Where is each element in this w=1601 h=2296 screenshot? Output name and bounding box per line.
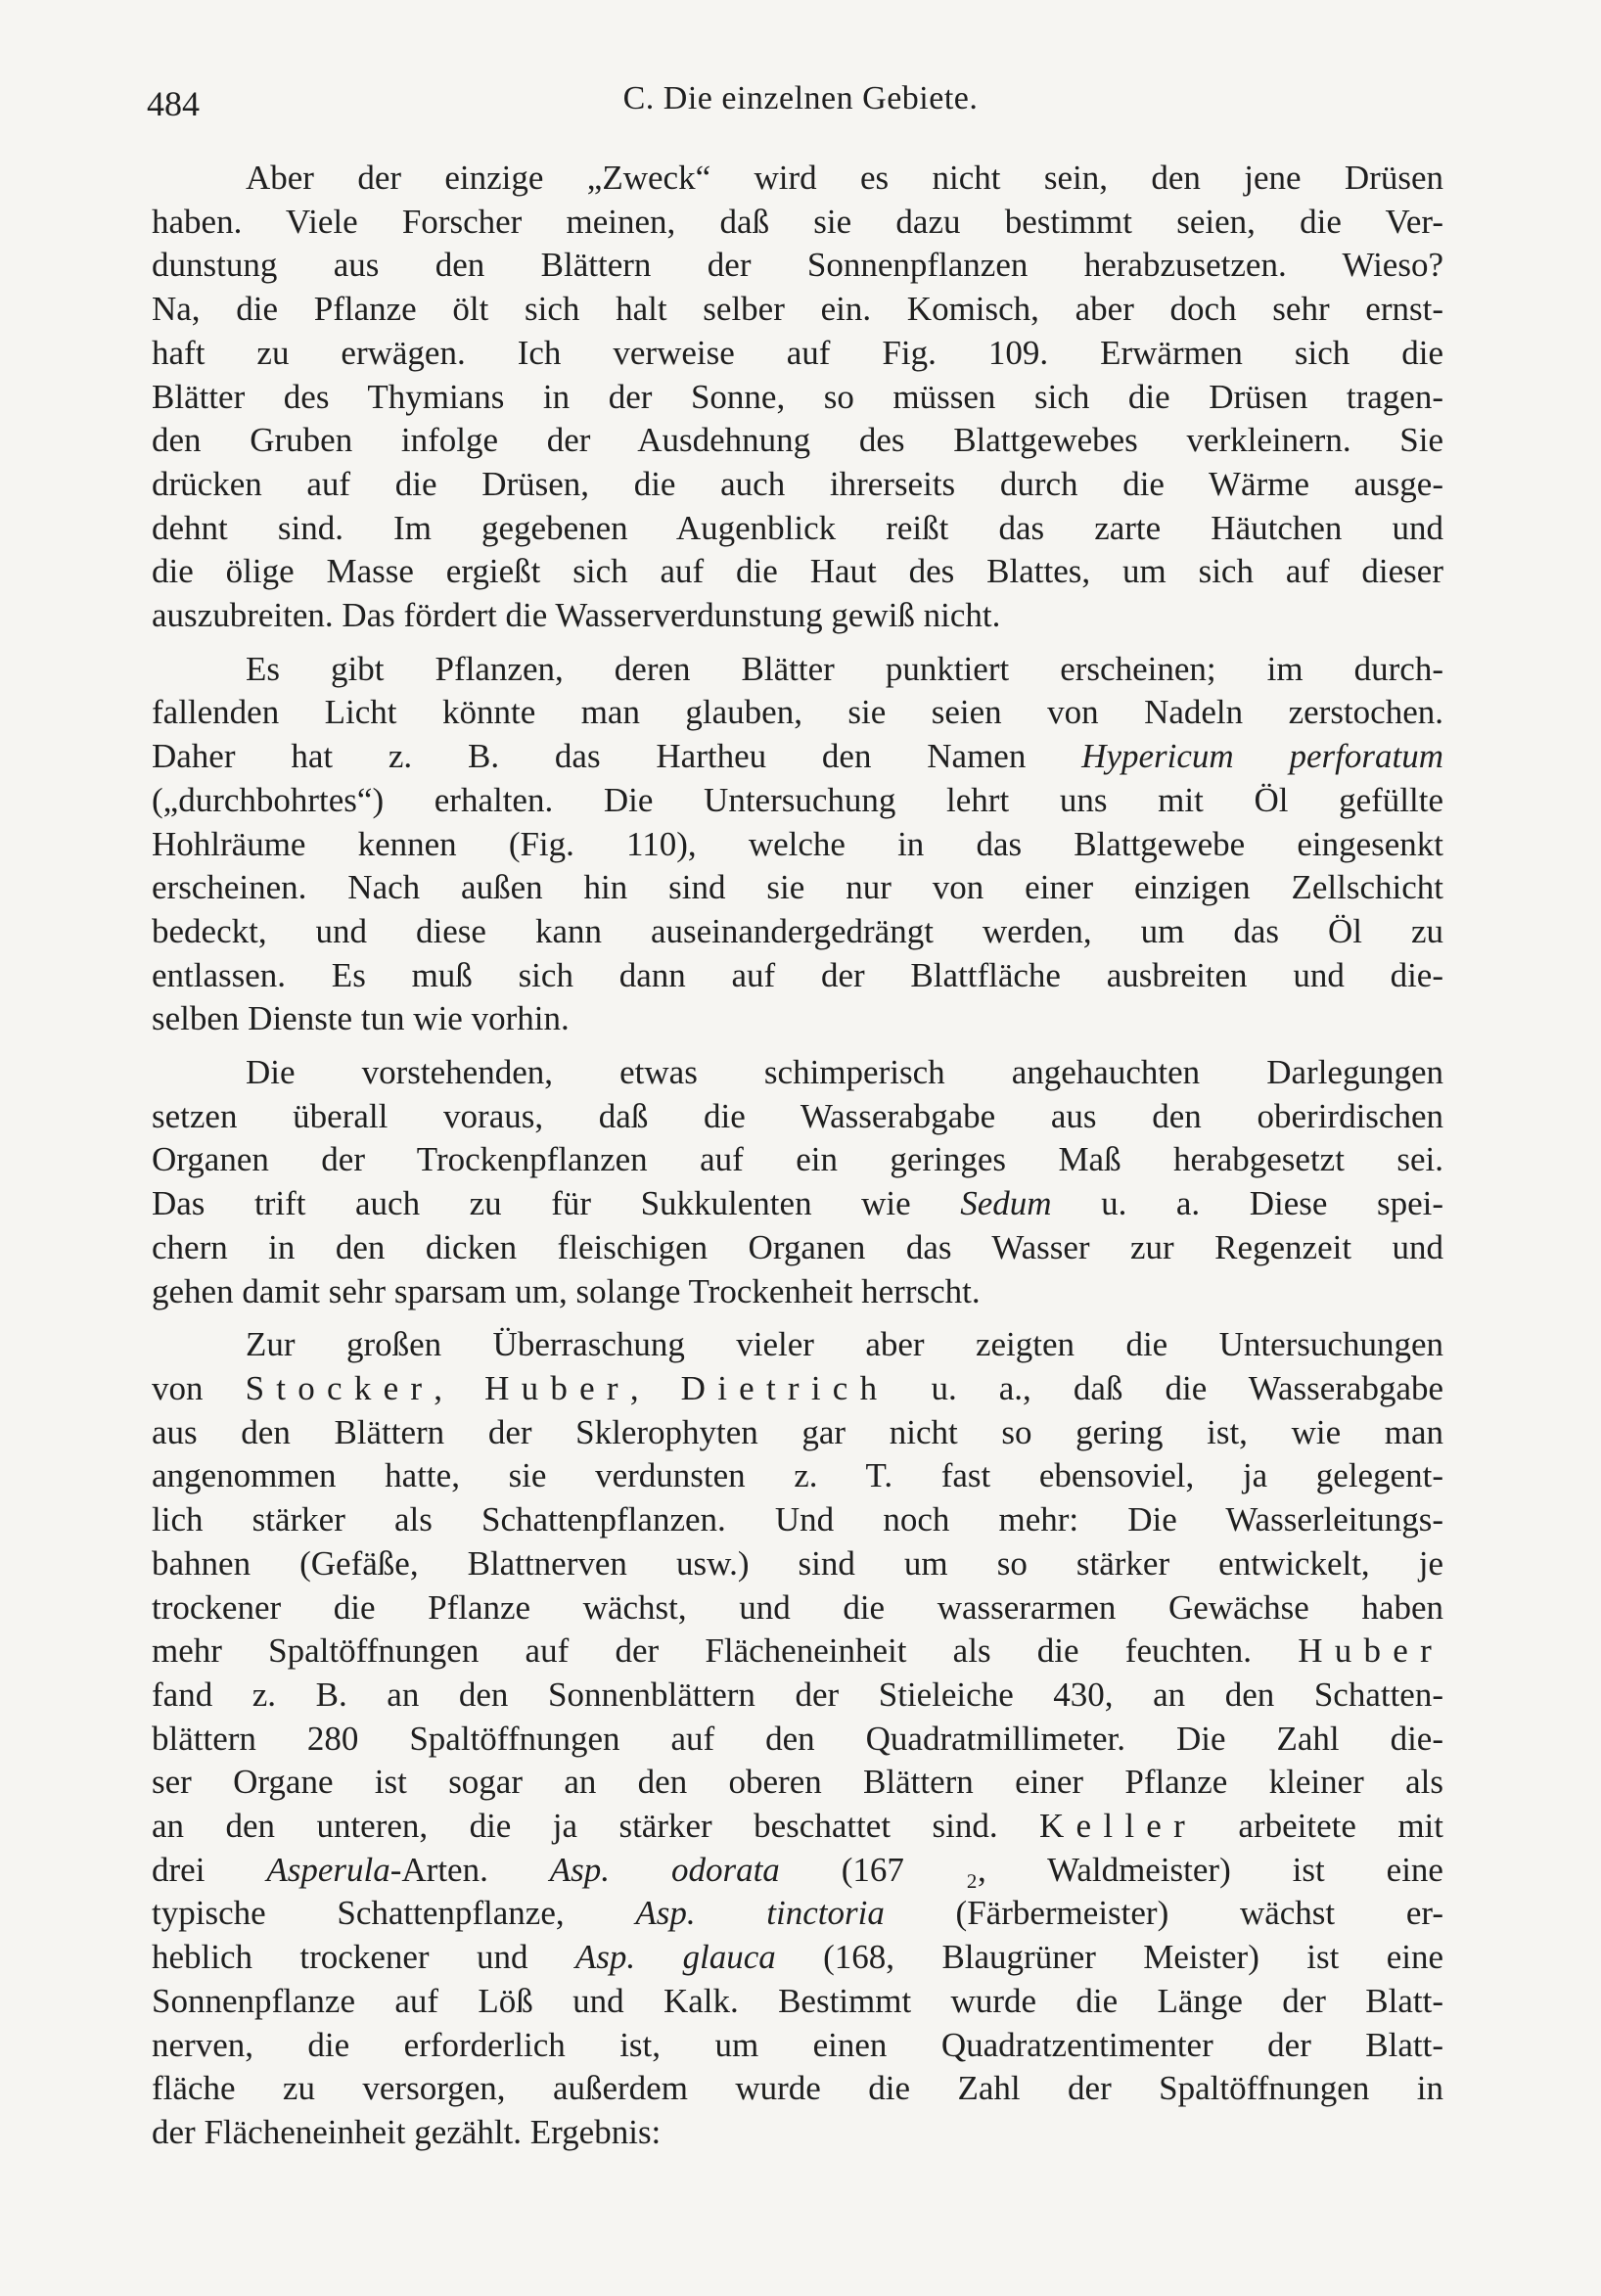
text-line: dehnt sind. Im gegebenen Augenblick reißt das zarte Häutchen und — [152, 508, 1443, 547]
text-line: von Stocker, Huber, Dietrich u. a., daß die Wasserabgabe — [152, 1368, 1444, 1407]
text-line: Zur großen Überraschung vieler aber zeigten die Untersuchungen — [246, 1325, 1443, 1364]
text-line: bedeckt, und diese kann auseinandergedrängt werden, um das Öl zu — [152, 911, 1443, 950]
italic-term: Asperula — [266, 1850, 390, 1889]
text-line: haft zu erwägen. Ich verweise auf Fig. 109. Erwärmen sich die — [152, 333, 1443, 372]
italic-term: Asp. odorata — [549, 1850, 780, 1889]
text-line: („durchbohrtes“) erhalten. Die Untersuchung lehrt uns mit Öl gefüllte — [152, 780, 1443, 819]
text-line: drei Asperula-Arten. Asp. odorata (167 ₂, Waldmeister) ist eine — [152, 1850, 1443, 1889]
text-line: heblich trockener und Asp. glauca (168, Blaugrüner Meister) ist eine — [152, 1938, 1443, 1977]
paragraph — [152, 648, 1443, 1041]
text-line: Das trift auch zu für Sukkulenten wie Sedum u. a. Diese spei- — [152, 1184, 1443, 1223]
text-line: den Gruben infolge der Ausdehnung des Blattgewebes verkleinern. Sie — [152, 421, 1443, 460]
paragraph — [152, 1051, 1443, 1313]
text-line: Hohlräume kennen (Fig. 110), welche in das Blattgewebe eingesenkt — [152, 824, 1443, 863]
text-line: aus den Blättern der Sklerophyten gar nicht so gering ist, wie man — [152, 1412, 1443, 1451]
author-name: Stocker — [245, 1368, 435, 1407]
text-line: chern in den dicken fleischigen Organen das Wasser zur Regenzeit und — [152, 1227, 1443, 1266]
author-name: Huber — [1298, 1631, 1443, 1671]
text-line: typische Schattenpflanze, Asp. tinctoria (Färbermeister) wächst er- — [152, 1894, 1443, 1933]
italic-term: Asp. glauca — [574, 1938, 776, 1977]
italic-term: Asp. tinctoria — [635, 1894, 885, 1933]
text-line: blättern 280 Spaltöffnungen auf den Quadratmillimeter. Die Zahl die- — [152, 1719, 1443, 1758]
italic-term: Sedum — [960, 1184, 1052, 1223]
text-line: trockener die Pflanze wächst, und die wasserarmen Gewächse haben — [152, 1587, 1443, 1627]
text-line: ser Organe ist sogar an den oberen Blättern einer Pflanze kleiner als — [152, 1763, 1443, 1802]
text-line: setzen überall voraus, daß die Wasserabgabe aus den oberirdischen — [152, 1096, 1443, 1135]
text-line: fand z. B. an den Sonnenblättern der Stieleiche 430, an den Schatten- — [152, 1675, 1443, 1714]
text-line: Na, die Pflanze ölt sich halt selber ein. Komisch, aber doch sehr ernst- — [152, 290, 1443, 329]
text-line: erscheinen. Nach außen hin sind sie nur von einer einzigen Zellschicht — [152, 868, 1443, 907]
text-line: angenommen hatte, sie verdunsten z. T. fast ebensoviel, ja gelegent- — [152, 1456, 1443, 1495]
author-name: Keller — [1039, 1807, 1197, 1846]
text-line: gehen damit sehr sparsam um, solange Trockenheit herrscht. — [152, 1271, 981, 1310]
text-line: entlassen. Es muß sich dann auf der Blattfläche ausbreiten und die- — [152, 955, 1443, 994]
text-line: Organen der Trockenpflanzen auf ein geringes Maß herabgesetzt sei. — [152, 1140, 1443, 1179]
author-name: Huber — [484, 1368, 630, 1407]
text-line: Aber der einzige „Zweck“ wird es nicht sein, den jene Drüsen — [246, 159, 1443, 197]
text-line: fläche zu versorgen, außerdem wurde die Zahl der Spaltöffnungen in — [152, 2069, 1443, 2108]
text-line: fallenden Licht könnte man glauben, sie seien von Nadeln zerstochen. — [152, 693, 1443, 732]
text-line: Die vorstehenden, etwas schimperisch angehauchten Darlegungen — [246, 1053, 1443, 1092]
text-line: Blätter des Thymians in der Sonne, so müssen sich die Drüsen tragen- — [152, 377, 1443, 416]
text-line: Sonnenpflanze auf Löß und Kalk. Bestimmt wurde die Länge der Blatt- — [152, 1981, 1443, 2020]
paragraph — [152, 157, 1443, 638]
text-line: Es gibt Pflanzen, deren Blätter punktiert erscheinen; im durch- — [246, 649, 1443, 688]
author-name: Dietrich — [680, 1368, 890, 1407]
italic-term: Hypericum perforatum — [1081, 737, 1443, 776]
text-line: selben Dienste tun wie vorhin. — [152, 999, 570, 1038]
text-line: dunstung aus den Blättern der Sonnenpflanzen herabzusetzen. Wieso? — [152, 246, 1443, 285]
body-text — [152, 157, 1443, 2165]
paragraph — [152, 1323, 1443, 2154]
text-line: haben. Viele Forscher meinen, daß sie dazu bestimmt seien, die Ver- — [152, 202, 1443, 241]
text-line: auszubreiten. Das fördert die Wasserverdunstung gewiß nicht. — [152, 596, 1001, 635]
text-line: bahnen (Gefäße, Blattnerven usw.) sind um so stärker entwickelt, je — [152, 1543, 1443, 1583]
text-line: drücken auf die Drüsen, die auch ihrerseits durch die Wärme ausge- — [152, 464, 1443, 503]
text-line: die ölige Masse ergießt sich auf die Haut des Blattes, um sich auf dieser — [152, 552, 1443, 591]
text-line: lich stärker als Schattenpflanzen. Und noch mehr: Die Wasserleitungs- — [152, 1500, 1443, 1539]
page-number: 484 — [147, 84, 200, 123]
text-line: nerven, die erforderlich ist, um einen Quadratzentimenter der Blatt- — [152, 2025, 1443, 2064]
text-line: mehr Spaltöffnungen auf der Flächeneinheit als die feuchten. Huber — [152, 1631, 1443, 1671]
text-line: an den unteren, die ja stärker beschattet sind. Keller arbeitete mit — [152, 1807, 1443, 1846]
running-head: C. Die einzelnen Gebiete. — [622, 80, 979, 116]
text-line: der Flächeneinheit gezählt. Ergebnis: — [152, 2112, 662, 2151]
text-line: Daher hat z. B. das Hartheu den Namen Hypericum perforatum — [152, 737, 1443, 776]
